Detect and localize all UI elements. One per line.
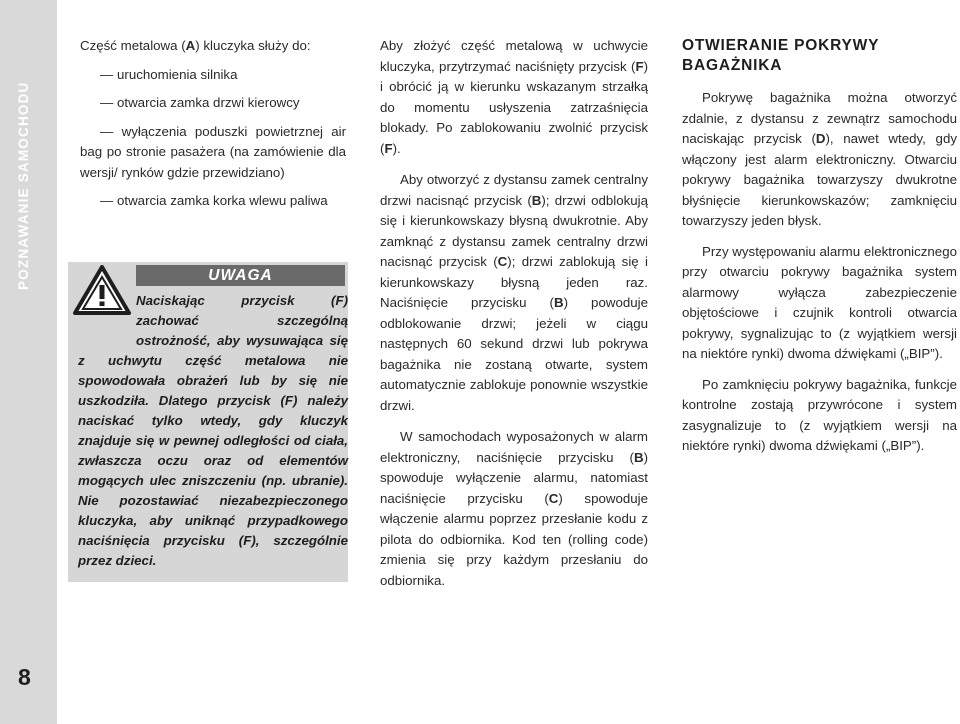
paragraph-open-boot: Pokrywę bagażnika można otworzyć zdalnie, z dystansu z zewnątrz samochodu naciskając przycisk (D), nawet wtedy, gdy włączony jest alarm elektroniczny. Otwarciu pokrywy bagażnika towarzyszy dwukrotne błyśnięcie kierunkowskazów; zamknięciu towarzyszy jeden błysk.: [682, 90, 957, 228]
column-left: [80, 36, 346, 220]
key-uses-intro: Część metalowa (A) kluczyka służy do:: [80, 38, 311, 53]
list-item: — otwarcia zamka drzwi kierowcy: [100, 95, 300, 110]
section-heading: OTWIERANIE POKRYWY BAGAŻNIKA: [682, 37, 880, 74]
column-middle: [380, 36, 648, 602]
column-right: [682, 36, 957, 467]
warning-text-block: [78, 291, 348, 571]
list-item: — wyłączenia poduszki powietrznej air bag po stronie pasażera (na zamówienie dla wersji/ rynków gdzie przewidziano): [80, 123, 346, 180]
section-sidebar: [0, 0, 57, 724]
page-number: 8: [18, 664, 31, 690]
paragraph-central-locking: Aby otworzyć z dystansu zamek centralny drzwi nacisnąć przycisk (B); drzwi odblokują się i kierunkowskazy błysną dwukrotnie. Aby zamknąć z dystansu zamek centralny drzwi nacisnąć przycisk (C); drzwi zablokują się i kierunkowskazy błysną jeden raz. Naciśnięcie przycisku (B) powoduje odblokowanie drzwi; jeżeli w ciągu następnych 60 sekund drzwi lub pokrywa bagażnika nie zostaną otwarte, system automatycznie zablokuje ponownie wszystkie drzwi.: [380, 172, 648, 413]
warning-title: UWAGA: [136, 265, 345, 286]
list-item: — otwarcia zamka korka wlewu paliwa: [100, 193, 328, 208]
paragraph-alarm: W samochodach wyposażonych w alarm elektroniczny, naciśnięcie przycisku (B) spowoduje wyłączenie alarmu, natomiast naciśnięcie przycisku (C) spowoduje włączenie alarmu poprzez przesłanie kodu z pilota do odbiornika. Kod ten (rolling code) zmienia się przy każdym przesłaniu do odbiornika.: [380, 429, 648, 588]
list-item: — uruchomienia silnika: [100, 66, 238, 82]
warning-text: Naciskając przycisk (F) zachować szczególną ostrożność, aby wysuwająca się z uchwytu część metalowa nie spowodowała obrażeń lub by się nie uszkodziła. Dlatego przycisk (F) należy naciskać tylko wtedy, gdy kluczyk znajduje się w pewnej odległości od ciała, zwłaszcza oczu oraz od elementów mogących ulec zniszczeniu (np. ubranie). Nie pozostawiać niezabezpieczonego kluczyka, aby uniknąć przypadkowego naciśnięcia przycisku (F), szczególnie przez dzieci.: [78, 293, 348, 568]
section-title: POZNAWANIE SAMOCHODU: [16, 81, 31, 290]
paragraph-fold-key: Aby złożyć część metalową w uchwycie kluczyka, przytrzymać naciśnięty przycisk (F) i obrócić ją w kierunku wskazanym strzałką do momentu usłyszenia zatrzaśnięcia blokady. Po zablokowaniu zwolnić przycisk (F).: [380, 38, 648, 156]
paragraph-boot-alarm: Przy występowaniu alarmu elektronicznego przy otwarciu pokrywy bagażnika system alarmowy wyłącza zabezpieczenie objętościowe i czujnik kontroli otwarcia pokrywy, sygnalizując to (z wyjątkiem wersji na niektóre rynki) dwoma dźwiękami („BIP”).: [682, 243, 957, 361]
paragraph-boot-closed: Po zamknięciu pokrywy bagażnika, funkcje kontrolne zostają przywrócone i system zasygnalizuje to (z wyjątkiem wersji na niektóre rynki) dwoma dźwiękami („BIP”).: [682, 376, 957, 453]
